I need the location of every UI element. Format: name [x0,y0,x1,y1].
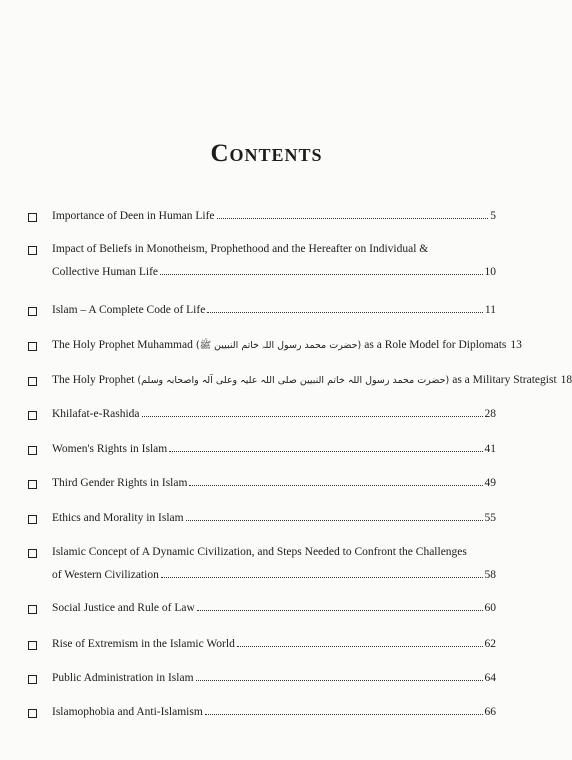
dot-leader [205,713,483,715]
page-number: 66 [484,706,496,718]
page-number: 18 [560,374,572,386]
checkbox-bullet-icon [28,342,37,351]
checkbox-bullet-icon [28,377,37,386]
checkbox-bullet-icon [28,641,37,650]
checkbox-bullet-icon [28,709,37,718]
dot-leader [169,450,482,452]
page-number: 55 [484,512,496,524]
dot-leader [196,679,483,681]
checkbox-bullet-icon [28,480,37,489]
page-number: 64 [484,672,496,684]
page-number: 60 [484,602,496,614]
dot-leader [217,217,489,219]
entry-title: Third Gender Rights in Islam [52,477,188,489]
page-number: 13 [510,339,522,351]
page-number: 62 [484,638,496,650]
entry-title: Women's Rights in Islam [52,443,168,455]
dot-leader [197,609,483,611]
page-number: 49 [484,477,496,489]
page-number: 28 [484,408,496,420]
entry-title: Collective Human Life [52,266,159,278]
dot-leader [186,519,483,521]
dot-leader [142,415,483,417]
checkbox-bullet-icon [28,307,37,316]
entry-title: of Western Civilization [52,569,159,581]
checkbox-bullet-icon [28,605,37,614]
entry-title: Rise of Extremism in the Islamic World [52,638,235,650]
dot-leader [160,273,482,275]
entry-title-continued: as a Role Model for Diplomats [364,339,507,351]
page-number: 5 [490,210,496,222]
dot-leader [237,645,483,647]
page-number: 58 [484,569,496,581]
dot-leader [207,311,483,313]
entry-title: Ethics and Morality in Islam [52,512,184,524]
entry-title: The Holy Prophet Muhammad [52,339,193,351]
dot-leader [161,576,483,578]
checkbox-bullet-icon [28,549,37,558]
entry-title-continued: as a Military Strategist [452,374,557,386]
entry-title: Public Administration in Islam [52,672,194,684]
entry-title: Social Justice and Rule of Law [52,602,195,614]
entry-title: Importance of Deen in Human Life [52,210,215,222]
checkbox-bullet-icon [28,411,37,420]
urdu-honorific: (حضرت محمد رسول اللہ خاتم النبیین صلی اللہ علیہ وعلی آلہ واصحابہ وسلم) [137,375,450,386]
page-number: 41 [484,443,496,455]
page-title: Contents [210,140,323,167]
dot-leader [189,484,482,486]
entry-title-line: Impact of Beliefs in Monotheism, Prophethood and the Hereafter on Individual & [52,243,429,255]
checkbox-bullet-icon [28,213,37,222]
entry-title: Khilafat-e-Rashida [52,408,140,420]
checkbox-bullet-icon [28,515,37,524]
entry-title-line: Islamic Concept of A Dynamic Civilization, and Steps Needed to Confront the Challenges [52,546,467,558]
checkbox-bullet-icon [28,246,37,255]
checkbox-bullet-icon [28,675,37,684]
entry-title: Islam – A Complete Code of Life [52,304,206,316]
checkbox-bullet-icon [28,446,37,455]
entry-title: Islamophobia and Anti-Islamism [52,706,203,718]
entry-title: The Holy Prophet [52,374,135,386]
urdu-honorific: (حضرت محمد رسول اللہ خاتم النبیین ﷺ) [195,340,362,351]
page-number: 11 [484,304,496,316]
page-number: 10 [484,266,496,278]
